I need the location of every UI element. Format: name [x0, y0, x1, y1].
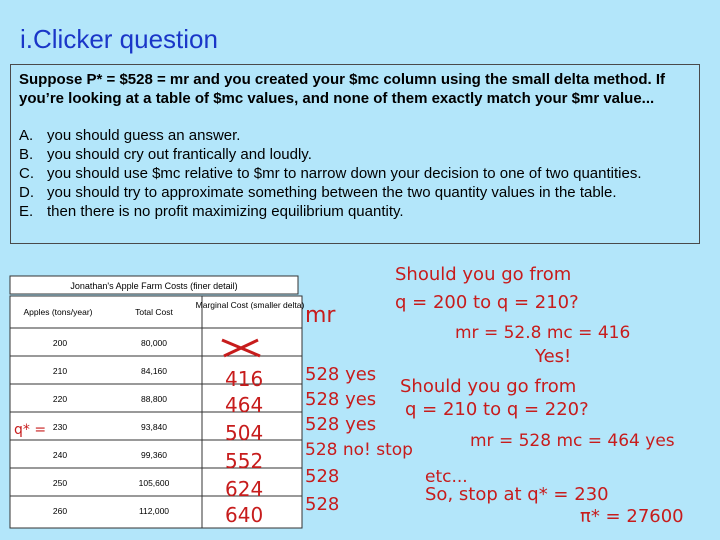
hw-mc-5: 624	[225, 477, 264, 501]
row-tc-250: 105,600	[138, 478, 170, 488]
choice-c[interactable]: C. you should use $mc relative to $mr to narrow down your decision to one of two quantities.	[19, 165, 642, 182]
hw-mc-2: 464	[225, 393, 264, 417]
hw-note2-a: Should you go from	[400, 376, 577, 397]
col-header-marginal-cost: Marginal Cost (smaller delta)	[195, 300, 305, 310]
hw-note3-c: π* = 27600	[580, 506, 684, 527]
hw-mr-2: 528 yes	[305, 389, 377, 410]
hw-note1-a: Should you go from	[395, 264, 572, 285]
hw-note1-d: Yes!	[535, 346, 572, 367]
slide-title: i.Clicker question	[20, 24, 218, 54]
row-tc-220: 88,800	[141, 394, 167, 404]
col-header-apples: Apples (tons/year)	[23, 307, 93, 317]
hw-q-star: q* =	[14, 422, 47, 438]
row-q-220: 220	[52, 394, 68, 404]
hw-note3-a: etc...	[425, 467, 468, 487]
row-tc-240: 99,360	[141, 450, 167, 460]
hw-note1-c: mr = 52.8 mc = 416	[455, 323, 631, 343]
row-q-240: 240	[52, 450, 68, 460]
hw-note2-b: q = 210 to q = 220?	[405, 399, 589, 420]
table-caption: Jonathan's Apple Farm Costs (finer detail)	[70, 281, 238, 291]
hw-mc-3: 504	[225, 421, 264, 445]
row-tc-200: 80,000	[141, 338, 167, 348]
choice-b[interactable]: B. you should cry out frantically and loudly.	[19, 146, 312, 163]
row-q-230: 230	[52, 422, 68, 432]
hw-mc-4: 552	[225, 449, 264, 473]
col-header-total-cost: Total Cost	[135, 307, 173, 317]
choice-e[interactable]: E. then there is no profit maximizing equilibrium quantity.	[19, 203, 404, 220]
hw-mr-header: mr	[305, 303, 336, 328]
hw-mr-4: 528 no! stop	[305, 440, 413, 460]
question-text: Suppose P* = $528 = mr and you created your $mc column using the small delta method. If you’re looking at a table of $mc values, and none of them exactly match your $mr value...	[19, 71, 666, 107]
row-q-200: 200	[52, 338, 68, 348]
row-q-250: 250	[52, 478, 68, 488]
hw-mr-6: 528	[305, 494, 340, 515]
choice-d[interactable]: D. you should try to approximate something between the two quantity values in the table.	[19, 184, 617, 201]
hw-mc-6: 640	[225, 503, 264, 527]
hw-note3-b: So, stop at q* = 230	[425, 484, 609, 505]
row-q-210: 210	[52, 366, 68, 376]
row-q-260: 260	[52, 506, 68, 516]
hw-mr-1: 528 yes	[305, 364, 377, 385]
choice-a[interactable]: A. you should guess an answer.	[19, 127, 241, 144]
row-tc-260: 112,000	[138, 506, 170, 516]
hw-mc-1: 416	[225, 367, 264, 391]
hw-note1-b: q = 200 to q = 210?	[395, 292, 579, 313]
hw-mr-3: 528 yes	[305, 414, 377, 435]
hw-mr-5: 528	[305, 466, 340, 487]
hw-note2-c: mr = 528 mc = 464 yes	[470, 431, 675, 451]
row-tc-230: 93,840	[141, 422, 167, 432]
row-tc-210: 84,160	[141, 366, 167, 376]
